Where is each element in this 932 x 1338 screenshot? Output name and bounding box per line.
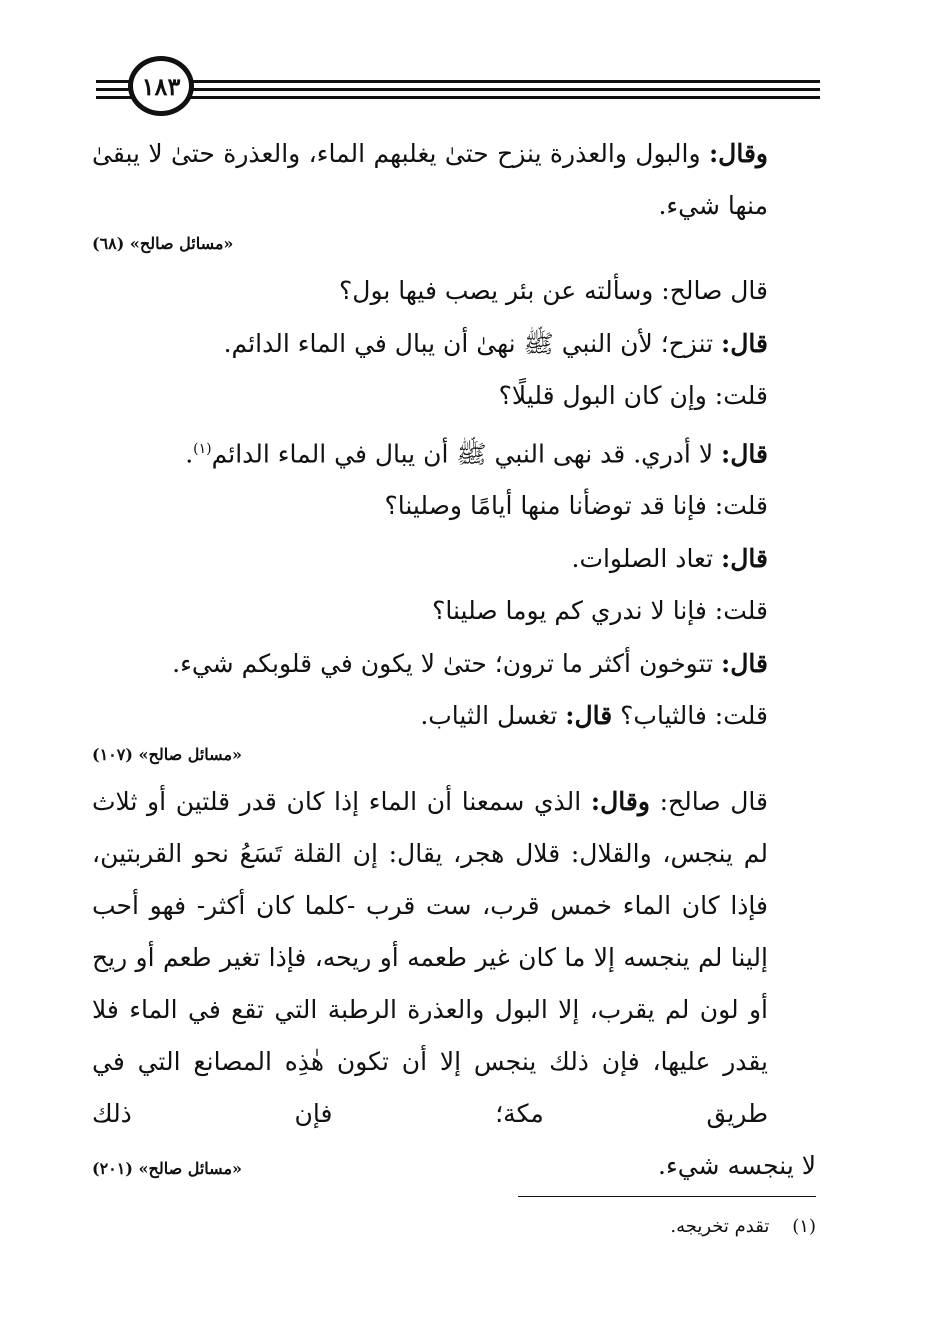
page-number-badge [128,56,194,116]
footnote-marker[interactable]: (١) [193,440,212,457]
paragraph-3: قال صالح: وقال: الذي سمعنا أن الماء إذا كان قدر قلتين أو ثلاث لم ينجس، والقلال: قلال هجر، يقال: إن القلة تَسَعُ نحو القربتين، فإذا كان الماء خمس قرب، ست قرب -كلما كان أكثر- فهو أحب إلينا لم ينجسه إلا ما كان غير طعمه أو ريحه، فإذا تغير طعم أو ريح أو لون لم يقرب، إلا البول والعذرة الرطبة التي تقع في الماء فلا يقدر عليها، فإن ذلك ينجس إلا أن تكون هٰذِه المصانع التي في طريق مكة؛ فإن ذلك [92,786,768,1128]
header-rule-2 [96,88,820,91]
paragraph-3-last-line [92,1140,816,1195]
dialogue-line-6: قال: تعاد الصلوات. [571,543,768,573]
footnote-number: (١) [792,1216,816,1237]
dialogue-line-9: قلت: فالثياب؟ قال: تغسل الثياب. [420,701,768,731]
paragraph-3-ending: لا ينجسه شيء. [658,1150,816,1180]
speaker-label: وقال: [708,139,768,168]
footnote [670,1216,816,1237]
paragraph-1 [92,128,816,232]
page-number: ١٨٣ [141,71,181,101]
speaker-label: وقال: [590,786,650,816]
source-citation-2: «مسائل صالح» (١٠٧) [92,744,243,764]
dialogue-line-7: قلت: فإنا لا ندري كم يوما صلينا؟ [432,596,768,626]
dialogue-block [92,265,816,743]
footnote-text: تقدم تخريجه. [670,1216,770,1237]
page-body [92,128,816,1195]
footnote-separator [518,1196,816,1197]
dialogue-line-1: قال صالح: وسألته عن بئر يصب فيها بول؟ [339,276,768,305]
dialogue-line-8: قال: تتوخون أكثر ما ترون؛ حتىٰ لا يكون في قلوبكم شيء. [172,648,768,678]
paragraph-text: والبول والعذرة ينزح حتىٰ يغلبهم الماء، والعذرة حتىٰ لا يبقىٰ منها شيء. [92,139,768,220]
page-header [96,52,820,122]
header-rule-3 [96,96,820,99]
dialogue-line-2: قال: تنزح؛ لأن النبي ﷺ نهىٰ أن يبال في الماء الدائم. [223,328,768,358]
dialogue-line-4: قال: لا أدري. قد نهى النبي ﷺ أن يبال في الماء الدائم$^{(١)}$. [185,438,768,468]
header-rule-1 [96,80,820,83]
dialogue-line-3: قلت: وإن كان البول قليلًا؟ [498,381,768,410]
dialogue-line-5: قلت: فإنا قد توضأنا منها أيامًا وصلينا؟ [384,491,768,521]
source-citation-1: «مسائل صالح» (٦٨) [92,234,234,253]
source-citation-3: «مسائل صالح» (٢٠١) [92,1158,243,1178]
